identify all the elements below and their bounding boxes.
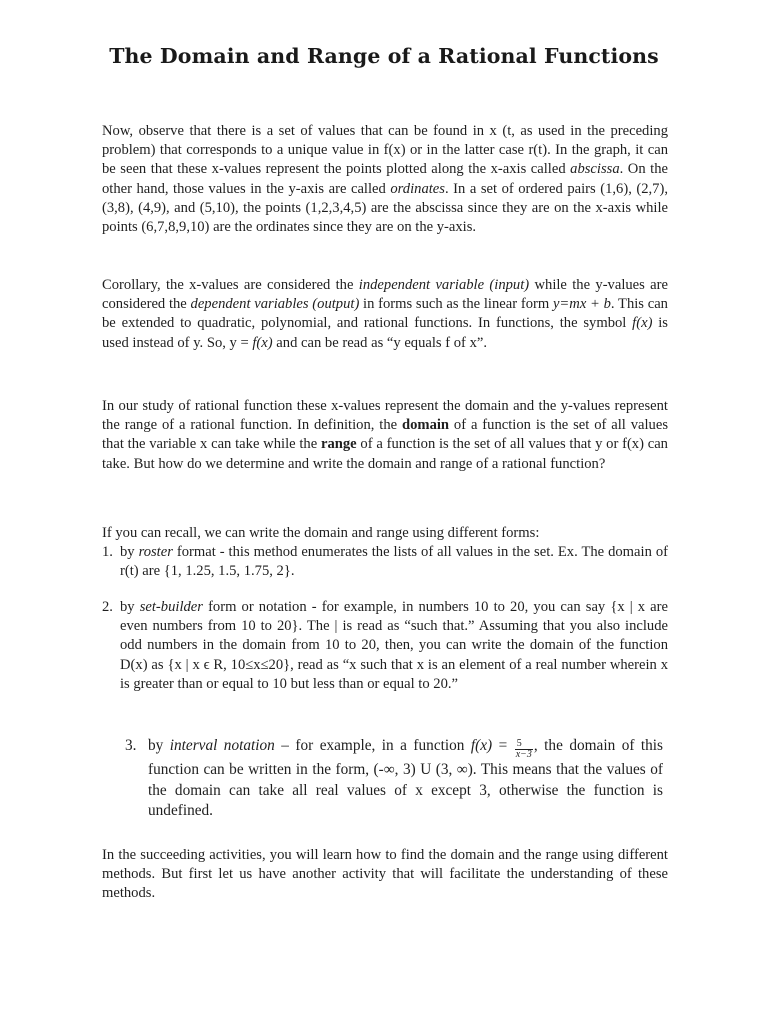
text: – for example, in a function [274, 737, 471, 754]
list-number: 3. [125, 737, 137, 754]
paragraph-forms-intro: If you can recall, we can write the domain and range using different forms: [102, 525, 540, 541]
text: Now, observe that there is a set of values that can be found in x (t, as used in the preceding problem) that corresponds to a unique value in f(x) or in the latter case r(t). In the graph, it can be seen that these x-values represent the points plotted along the x-axis called [102, 123, 668, 178]
term-roster: roster [138, 544, 173, 560]
paragraph-abscissa-ordinates [102, 122, 668, 237]
text: by [120, 599, 140, 615]
term-domain: domain [402, 417, 450, 434]
text: by [148, 737, 170, 754]
paragraph-closing: In the succeeding activities, you will learn how to find the domain and the range using different methods. But first let us have another activity that will facilitate the understanding of these methods. [102, 847, 668, 902]
paragraph-variables [102, 276, 668, 353]
list-number: 2. [102, 599, 113, 615]
text: . In a set of ordered pairs (1,6), (2,7), (3,8), (4,9), and (5,10), the points (1,2,3,4,5) are the abscissa since they are on the x-axis while points (6,7,8,9,10) are the ordinates since they are on the y-axis. [102, 180, 668, 236]
text: form or notation - for example, in numbers 10 to 20, you can say {x | x are even numbers from 10 to 20}. The | is read as “such that.” Assuming that you also include odd numbers in the domain from 10 to 20, then, you can write the domain of the function D(x) as {x | x ϵ R, 10≤x≤20}, read as “x such that x is an element of a real number wherein x is greater than or equal to 10 but less than or equal to 20.” [120, 599, 668, 692]
term-set-builder: set-builder [139, 599, 203, 615]
text: is used instead of y. So, y = [102, 315, 668, 351]
paragraph-domain-range-definition [102, 397, 668, 474]
term-range: range [320, 436, 357, 453]
list-item-body [102, 598, 668, 694]
list-item-body [102, 543, 668, 581]
text: and can be read as “y equals f of x”. [272, 334, 487, 351]
term-interval-notation: interval notation [169, 737, 275, 754]
term-fx: f(x) [252, 334, 273, 351]
text: of a function is the set of all values that y or f(x) can take. But how do we determine and write the domain and range of a rational function? [102, 436, 668, 472]
term-abscissa: abscissa [570, 161, 620, 178]
text: In our study of rational function these x-values represent the domain and the y-values represent the range of a rational function. In definition, the [102, 398, 668, 434]
text: . On the other hand, those values in the y-axis are called [102, 161, 668, 197]
list-item-roster [102, 543, 668, 581]
text: = [492, 737, 514, 754]
term-fx: f(x) [632, 315, 653, 332]
fraction [515, 739, 533, 760]
text: of a function is the set of all values that the variable x can take while the [102, 417, 668, 453]
text: in forms such as the linear form [359, 296, 553, 313]
fraction-numerator: 5 [515, 739, 533, 750]
text: . This can be extended to quadratic, polynomial, and rational functions. In functions, the symbol [102, 296, 668, 332]
list-item-set-builder [102, 598, 668, 694]
text: format - this method enumerates the lists of all values in the set. Ex. The domain of r(t) are {1, 1.25, 1.5, 1.75, 2}. [120, 544, 668, 580]
page-title: The Domain and Range of a Rational Functions [109, 44, 659, 68]
term-dependent-variables: dependent variables (output) [190, 296, 360, 313]
term-ordinates: ordinates [390, 180, 445, 197]
fraction-denominator: x−3 [515, 749, 532, 760]
list-item-interval-notation [125, 736, 663, 822]
term-fx: f(x) [470, 737, 493, 754]
list-item-body [125, 736, 663, 822]
term-linear-form: y=mx + b [552, 296, 611, 313]
text: by [120, 544, 139, 560]
text: while the y-values are considered the [102, 277, 668, 313]
text: Corollary, the x-values are considered the [102, 277, 359, 293]
list-number: 1. [102, 544, 113, 560]
term-independent-variable: independent variable (input) [358, 277, 530, 293]
text: , the domain of this function can be written in the form, (-∞, 3) U (3, ∞). This means that the values of the domain can take all real values of x except 3, otherwise the function is undefined. [148, 737, 664, 819]
